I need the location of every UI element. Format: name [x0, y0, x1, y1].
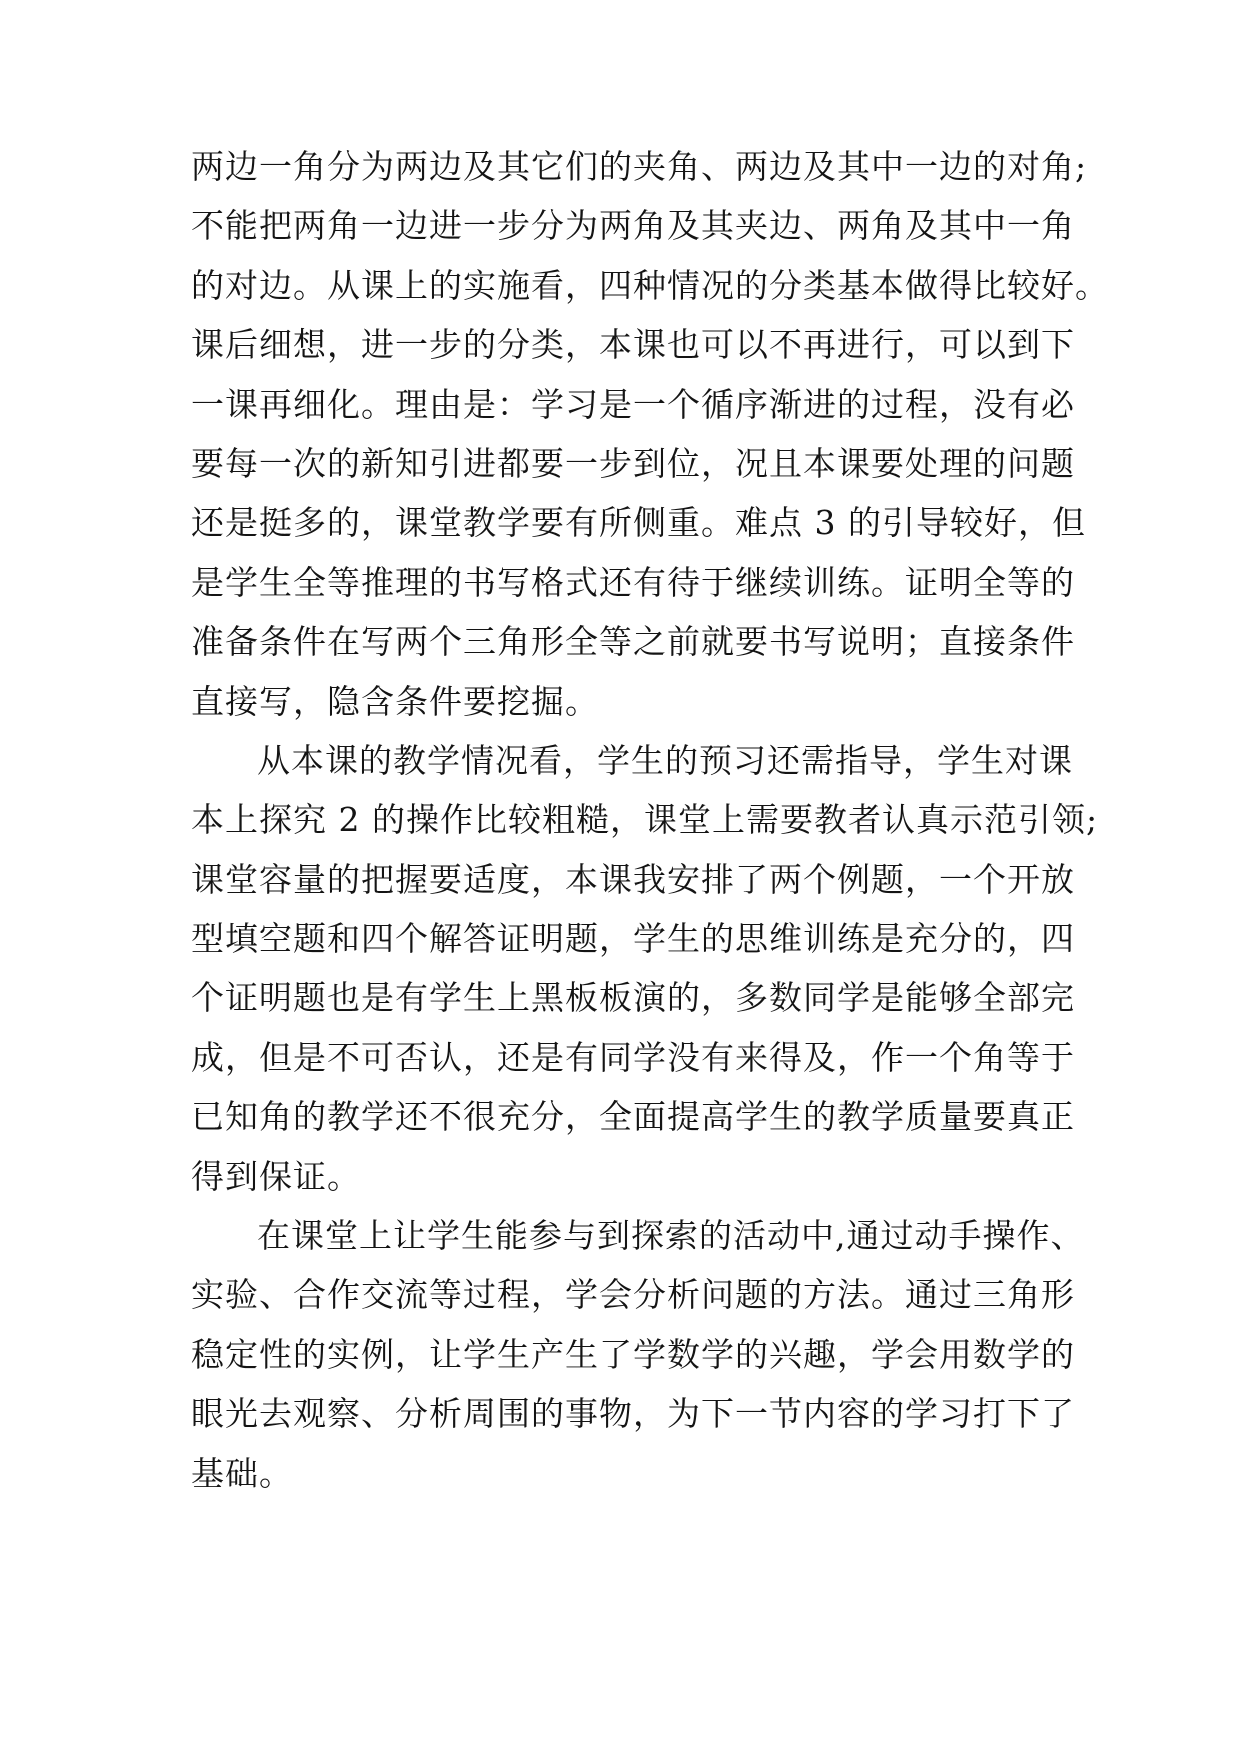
document-body — [191, 137, 1109, 1503]
text-line: 的对边。从课上的实施看，四种情况的分类基本做得比较好。 — [191, 265, 1109, 305]
text-line: 直接写，隐含条件要挖掘。 — [191, 681, 599, 721]
paragraph-3 — [191, 1206, 1085, 1503]
text-line: 成，但是不可否认，还是有同学没有来得及，作一个角等于 — [191, 1037, 1075, 1077]
text-line: 一课再细化。理由是：学习是一个循序渐进的过程，没有必 — [191, 384, 1075, 424]
text-line: 课后细想，进一步的分类，本课也可以不再进行，可以到下 — [191, 325, 1075, 365]
text-line: 稳定性的实例，让学生产生了学数学的兴趣，学会用数学的 — [191, 1334, 1075, 1374]
text-line: 眼光去观察、分析周围的事物，为下一节内容的学习打下了 — [191, 1394, 1075, 1434]
text-line: 不能把两角一边进一步分为两角及其夹边、两角及其中一角 — [191, 206, 1075, 246]
text-line: 在课堂上让学生能参与到探索的活动中,通过动手操作、 — [257, 1216, 1085, 1256]
text-line: 基础。 — [191, 1453, 293, 1493]
text-line: 还是挺多的，课堂教学要有所侧重。难点 3 的引导较好，但 — [191, 503, 1086, 543]
text-line: 已知角的教学还不很充分，全面提高学生的教学质量要真正 — [191, 1097, 1075, 1137]
paragraph-1 — [191, 137, 1109, 731]
text-line: 本上探究 2 的操作比较粗糙，课堂上需要教者认真示范引领; — [191, 800, 1099, 840]
text-line: 从本课的教学情况看，学生的预习还需指导，学生对课 — [257, 740, 1073, 780]
text-line: 课堂容量的把握要适度，本课我安排了两个例题，一个开放 — [191, 859, 1075, 899]
text-line: 实验、合作交流等过程，学会分析问题的方法。通过三角形 — [191, 1275, 1075, 1315]
text-line: 准备条件在写两个三角形全等之前就要书写说明；直接条件 — [191, 622, 1075, 662]
text-line: 型填空题和四个解答证明题，学生的思维训练是充分的，四 — [191, 919, 1075, 959]
paragraph-2 — [191, 731, 1099, 1206]
text-line: 是学生全等推理的书写格式还有待于继续训练。证明全等的 — [191, 562, 1075, 602]
text-line: 要每一次的新知引进都要一步到位，况且本课要处理的问题 — [191, 443, 1075, 483]
text-line: 得到保证。 — [191, 1156, 361, 1196]
text-line: 个证明题也是有学生上黑板板演的，多数同学是能够全部完 — [191, 978, 1075, 1018]
text-line: 两边一角分为两边及其它们的夹角、两边及其中一边的对角; — [191, 147, 1088, 186]
